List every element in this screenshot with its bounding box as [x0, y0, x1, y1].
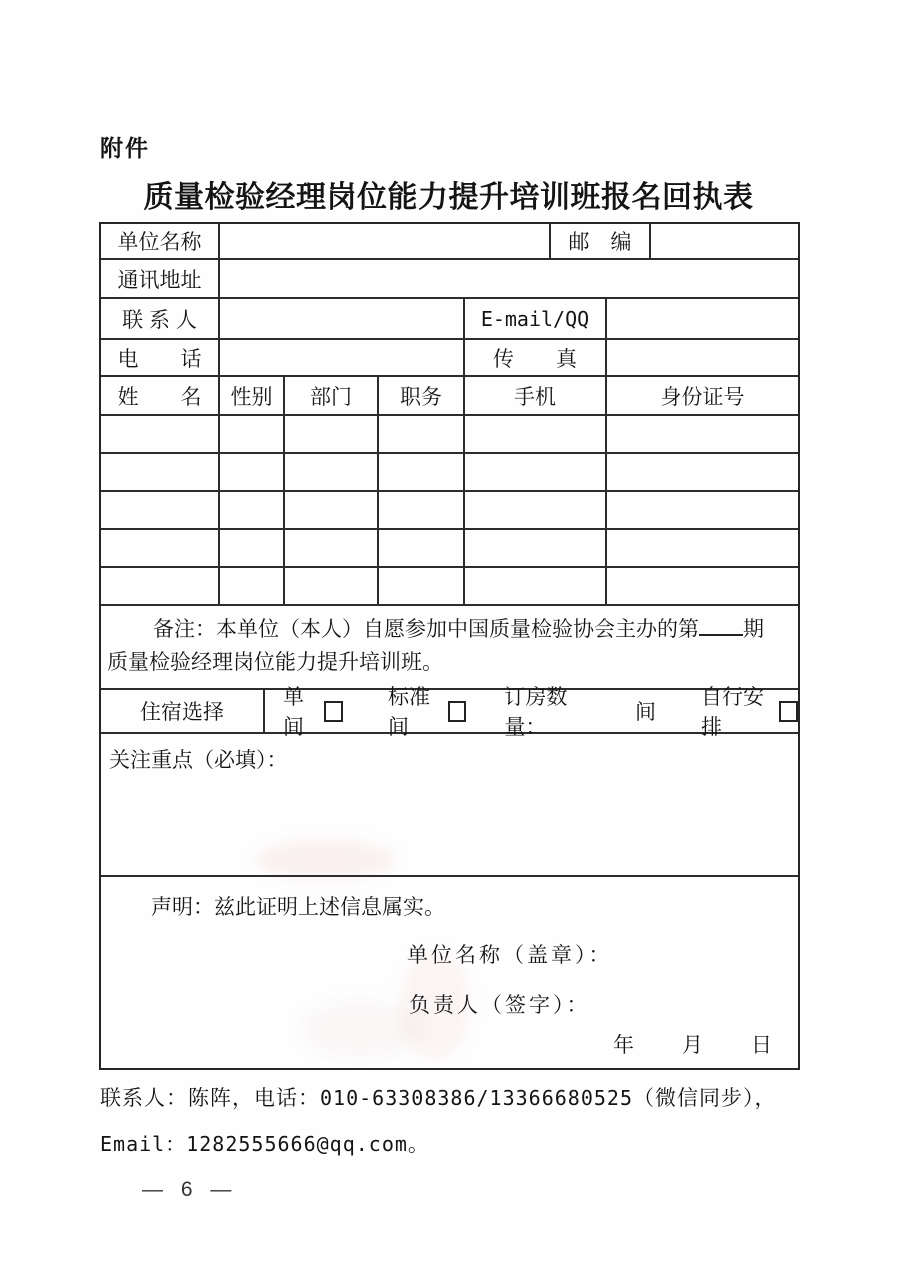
mobile-column-header: 手机: [465, 377, 607, 414]
standard-room-checkbox-icon: [448, 701, 467, 722]
people-empty-row: [101, 454, 798, 492]
address-field: [220, 260, 798, 297]
name-column-header: 姓 名: [101, 377, 220, 414]
postcode-field: [651, 224, 798, 258]
position-cell: [379, 530, 465, 566]
focus-row: [101, 734, 798, 877]
address-label: 通讯地址: [101, 260, 220, 297]
mobile-cell: [465, 530, 607, 566]
unit-name-row: [101, 224, 798, 260]
footer-contact-prefix: 联系人：陈阵，电话：: [100, 1087, 320, 1110]
email-qq-field: [607, 299, 798, 338]
unit-name-label: 单位名称: [101, 224, 220, 258]
mobile-cell: [465, 568, 607, 604]
fax-label: 传 真: [465, 340, 607, 375]
mobile-cell: [465, 416, 607, 452]
name-cell: [101, 530, 220, 566]
people-empty-row: [101, 568, 798, 606]
gender-cell: [220, 454, 285, 490]
focus-area: [101, 734, 798, 875]
mobile-cell: [465, 492, 607, 528]
remark-text: [101, 606, 798, 688]
contact-row: [101, 299, 798, 340]
page-number: — 6 —: [142, 1178, 238, 1201]
id-number-cell: [607, 454, 798, 490]
accommodation-label: 住宿选择: [101, 690, 265, 732]
single-room-label: 单间: [283, 686, 304, 739]
department-cell: [285, 454, 379, 490]
people-empty-row: [101, 492, 798, 530]
declaration-row: [101, 877, 798, 1068]
gender-cell: [220, 530, 285, 566]
remark-line-1: [107, 614, 788, 647]
people-header-row: [101, 377, 798, 416]
position-cell: [379, 492, 465, 528]
date-label: 年 月 日: [613, 1034, 774, 1057]
email-qq-label: E-mail/QQ: [465, 299, 607, 338]
remark-tail-text: 期: [743, 618, 764, 641]
id-number-cell: [607, 492, 798, 528]
footer-email-label: Email：: [100, 1132, 187, 1156]
page-title: 质量检验经理岗位能力提升培训班报名回执表: [143, 181, 754, 214]
contact-label: 联 系 人: [101, 299, 220, 338]
remark-row: [101, 606, 798, 690]
single-room-checkbox-icon: [324, 701, 343, 722]
phone-field: [220, 340, 465, 375]
position-column-header: 职务: [379, 377, 465, 414]
id-number-cell: [607, 416, 798, 452]
focus-label: 关注重点（必填）：: [109, 749, 288, 772]
phone-label: 电 话: [101, 340, 220, 375]
name-cell: [101, 416, 220, 452]
address-row: [101, 260, 798, 299]
session-number-blank: [699, 616, 743, 636]
position-cell: [379, 568, 465, 604]
registration-form-table: [99, 222, 800, 1070]
postcode-label: 邮 编: [551, 224, 651, 258]
rooms-unit-label: 间: [635, 701, 656, 724]
id-number-column-header: 身份证号: [660, 385, 745, 409]
phone-row: [101, 340, 798, 377]
standard-room-option: [388, 681, 466, 741]
accommodation-row: [101, 686, 798, 739]
position-cell: [379, 416, 465, 452]
accommodation-options: [265, 686, 798, 739]
remark-lead-text: 备注：本单位（本人）自愿参加中国质量检验协会主办的第: [153, 618, 699, 641]
department-cell: [285, 416, 379, 452]
name-cell: [101, 454, 220, 490]
self-arrange-option: [701, 681, 798, 741]
id-number-cell: [607, 568, 798, 604]
position-cell: [379, 454, 465, 490]
footer-email-suffix: 。: [407, 1133, 430, 1156]
name-cell: [101, 492, 220, 528]
standard-room-label: 标准间: [387, 686, 430, 739]
org-seal-label: 单位名称（盖章）：: [407, 944, 613, 967]
self-arrange-checkbox-icon: [779, 701, 798, 722]
footer-email-value: 1282555666@qq.com: [186, 1132, 408, 1156]
department-cell: [285, 568, 379, 604]
people-empty-row: [101, 416, 798, 454]
single-room-option: [283, 681, 343, 741]
footer-contact-line: [100, 1082, 776, 1112]
id-number-cell: [607, 530, 798, 566]
unit-name-field: [220, 224, 551, 258]
fax-field: [607, 340, 798, 375]
contact-field: [220, 299, 465, 338]
gender-column-header: 性别: [220, 377, 285, 414]
attachment-label: 附件: [100, 135, 150, 161]
gender-cell: [220, 492, 285, 528]
department-cell: [285, 492, 379, 528]
gender-cell: [220, 416, 285, 452]
declaration-area: [101, 877, 798, 1068]
footer-contact-suffix: （微信同步），: [632, 1087, 777, 1110]
declaration-statement: 声明：兹此证明上述信息属实。: [151, 896, 445, 919]
footer-phone-number: 010-63308386/13366680525: [320, 1086, 633, 1110]
gender-cell: [220, 568, 285, 604]
department-cell: [285, 530, 379, 566]
signature-label: 负责人（签字）：: [409, 994, 591, 1017]
people-empty-row: [101, 530, 798, 568]
remark-line-2: 质量检验经理岗位能力提升培训班。: [107, 650, 443, 674]
department-column-header: 部门: [285, 377, 379, 414]
mobile-cell: [465, 454, 607, 490]
footer-email-line: [100, 1128, 430, 1158]
name-cell: [101, 568, 220, 604]
rooms-count-label: 订房数量：: [504, 686, 568, 739]
self-arrange-label: 自行安排: [701, 686, 764, 739]
